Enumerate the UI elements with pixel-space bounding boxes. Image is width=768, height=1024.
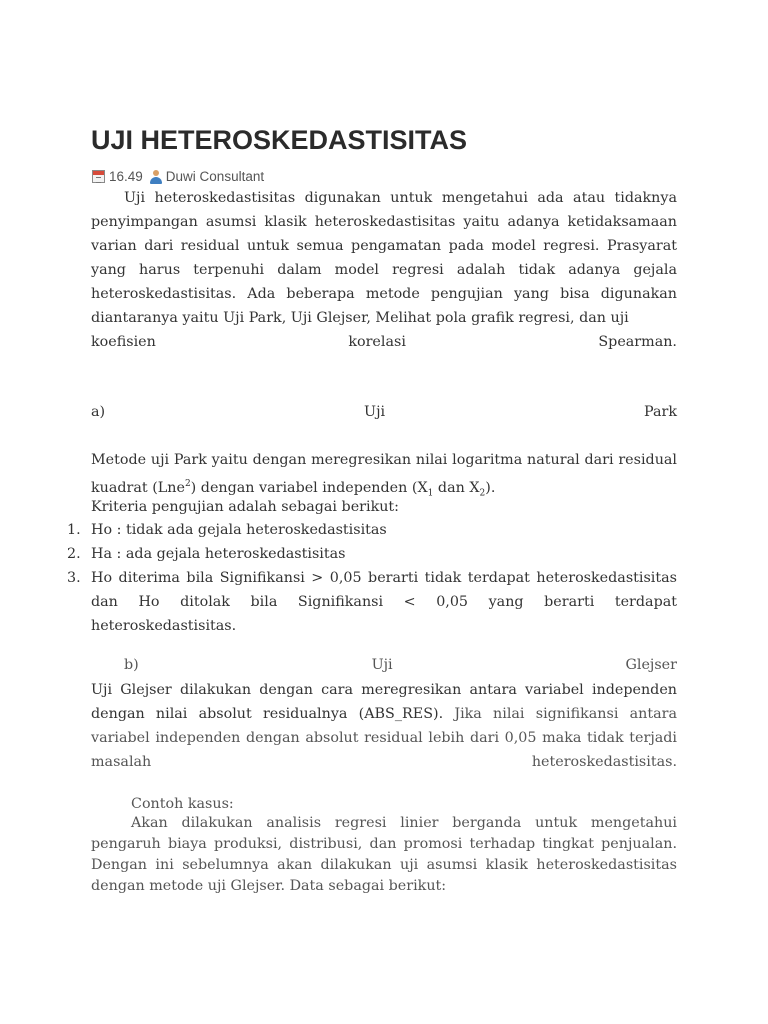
section-a-letter: a) <box>91 404 106 420</box>
criteria-list <box>60 518 677 638</box>
list-item <box>60 542 677 566</box>
text-run: ). <box>485 479 496 496</box>
section-b-word: Glejser <box>625 657 677 673</box>
list-item <box>60 518 677 542</box>
text-run: Uji Glejser dilakukan dengan cara meregresikan antara variabel independen dengan nilai absolut residualnya (ABS_RES). <box>91 682 677 722</box>
intro-last-line <box>91 330 677 354</box>
section-b-letter: b) <box>124 657 139 673</box>
list-number: 2. <box>67 546 81 562</box>
intro-word: Spearman. <box>598 334 677 350</box>
subscript: 2 <box>479 488 486 499</box>
section-b-heading <box>124 653 677 677</box>
section-a-word: Uji <box>364 404 386 420</box>
intro-paragraph: Uji heteroskedastisitas digunakan untuk mengetahui ada atau tidaknya penyimpangan asumsi klasik heteroskedastisitas yaitu adanya ketidaksamaan varian dari residual untuk semua pengamatan pada model regresi. Prasyarat yang harus terpenuhi dalam model regresi adalah tidak adanya gejala heteroskedastisitas. Ada beberapa metode pengujian yang bisa digunakan diantaranya yaitu Uji Park, Uji Glejser, Melihat pola grafik regresi, dan uji <box>91 190 677 326</box>
intro-word: korelasi <box>348 334 406 350</box>
text-run: ) dengan variabel independen (X <box>190 479 428 496</box>
subscript: 1 <box>427 488 434 499</box>
user-icon <box>149 170 163 184</box>
post-time: 16.49 <box>109 169 143 184</box>
page-title: UJI HETEROSKEDASTISITAS <box>91 125 468 155</box>
post-meta <box>92 169 264 184</box>
list-number: 1. <box>67 522 81 538</box>
section-b-word: Uji <box>371 657 393 673</box>
list-text: Ho : tidak ada gejala heteroskedastisitas <box>91 522 387 538</box>
post-author[interactable]: Duwi Consultant <box>165 169 265 184</box>
list-item <box>60 566 677 638</box>
calendar-icon <box>92 170 105 183</box>
intro-word: koefisien <box>91 334 156 350</box>
list-text: Ha : ada gejala heteroskedastisitas <box>91 546 346 562</box>
text-run: Jika nilai signifikansi antara variabel independen dengan absolut residual lebih dari 0,05 maka tidak terjadi masalah heteroskedastisitas. <box>91 706 677 770</box>
section-a-word: Park <box>643 404 677 420</box>
section-b-paragraph <box>91 678 677 774</box>
example-paragraph: Akan dilakukan analisis regresi linier berganda untuk mengetahui pengaruh biaya produksi, distribusi, dan promosi terhadap tingkat penjualan. Dengan ini sebelumnya akan dilakukan uji asumsi klasik heteroskedastisitas dengan metode uji Glejser. Data sebagai berikut: <box>91 815 677 894</box>
text-run: dan X <box>433 479 480 496</box>
example-label: Contoh kasus: <box>131 796 234 812</box>
text-run: Metode uji Park yaitu dengan meregresikan nilai logaritma natural dari residual kuadrat (Lne <box>91 452 677 496</box>
list-number: 3. <box>67 570 81 586</box>
superscript: 2 <box>184 479 191 489</box>
list-text: Ho diterima bila Signifikansi > 0,05 berarti tidak terdapat heteroskedastisitas dan Ho ditolak bila Signifikansi < 0,05 yang berarti terdapat heteroskedastisitas. <box>91 570 677 634</box>
section-a-heading <box>91 400 677 424</box>
criteria-intro: Kriteria pengujian adalah sebagai berikut: <box>91 499 399 515</box>
